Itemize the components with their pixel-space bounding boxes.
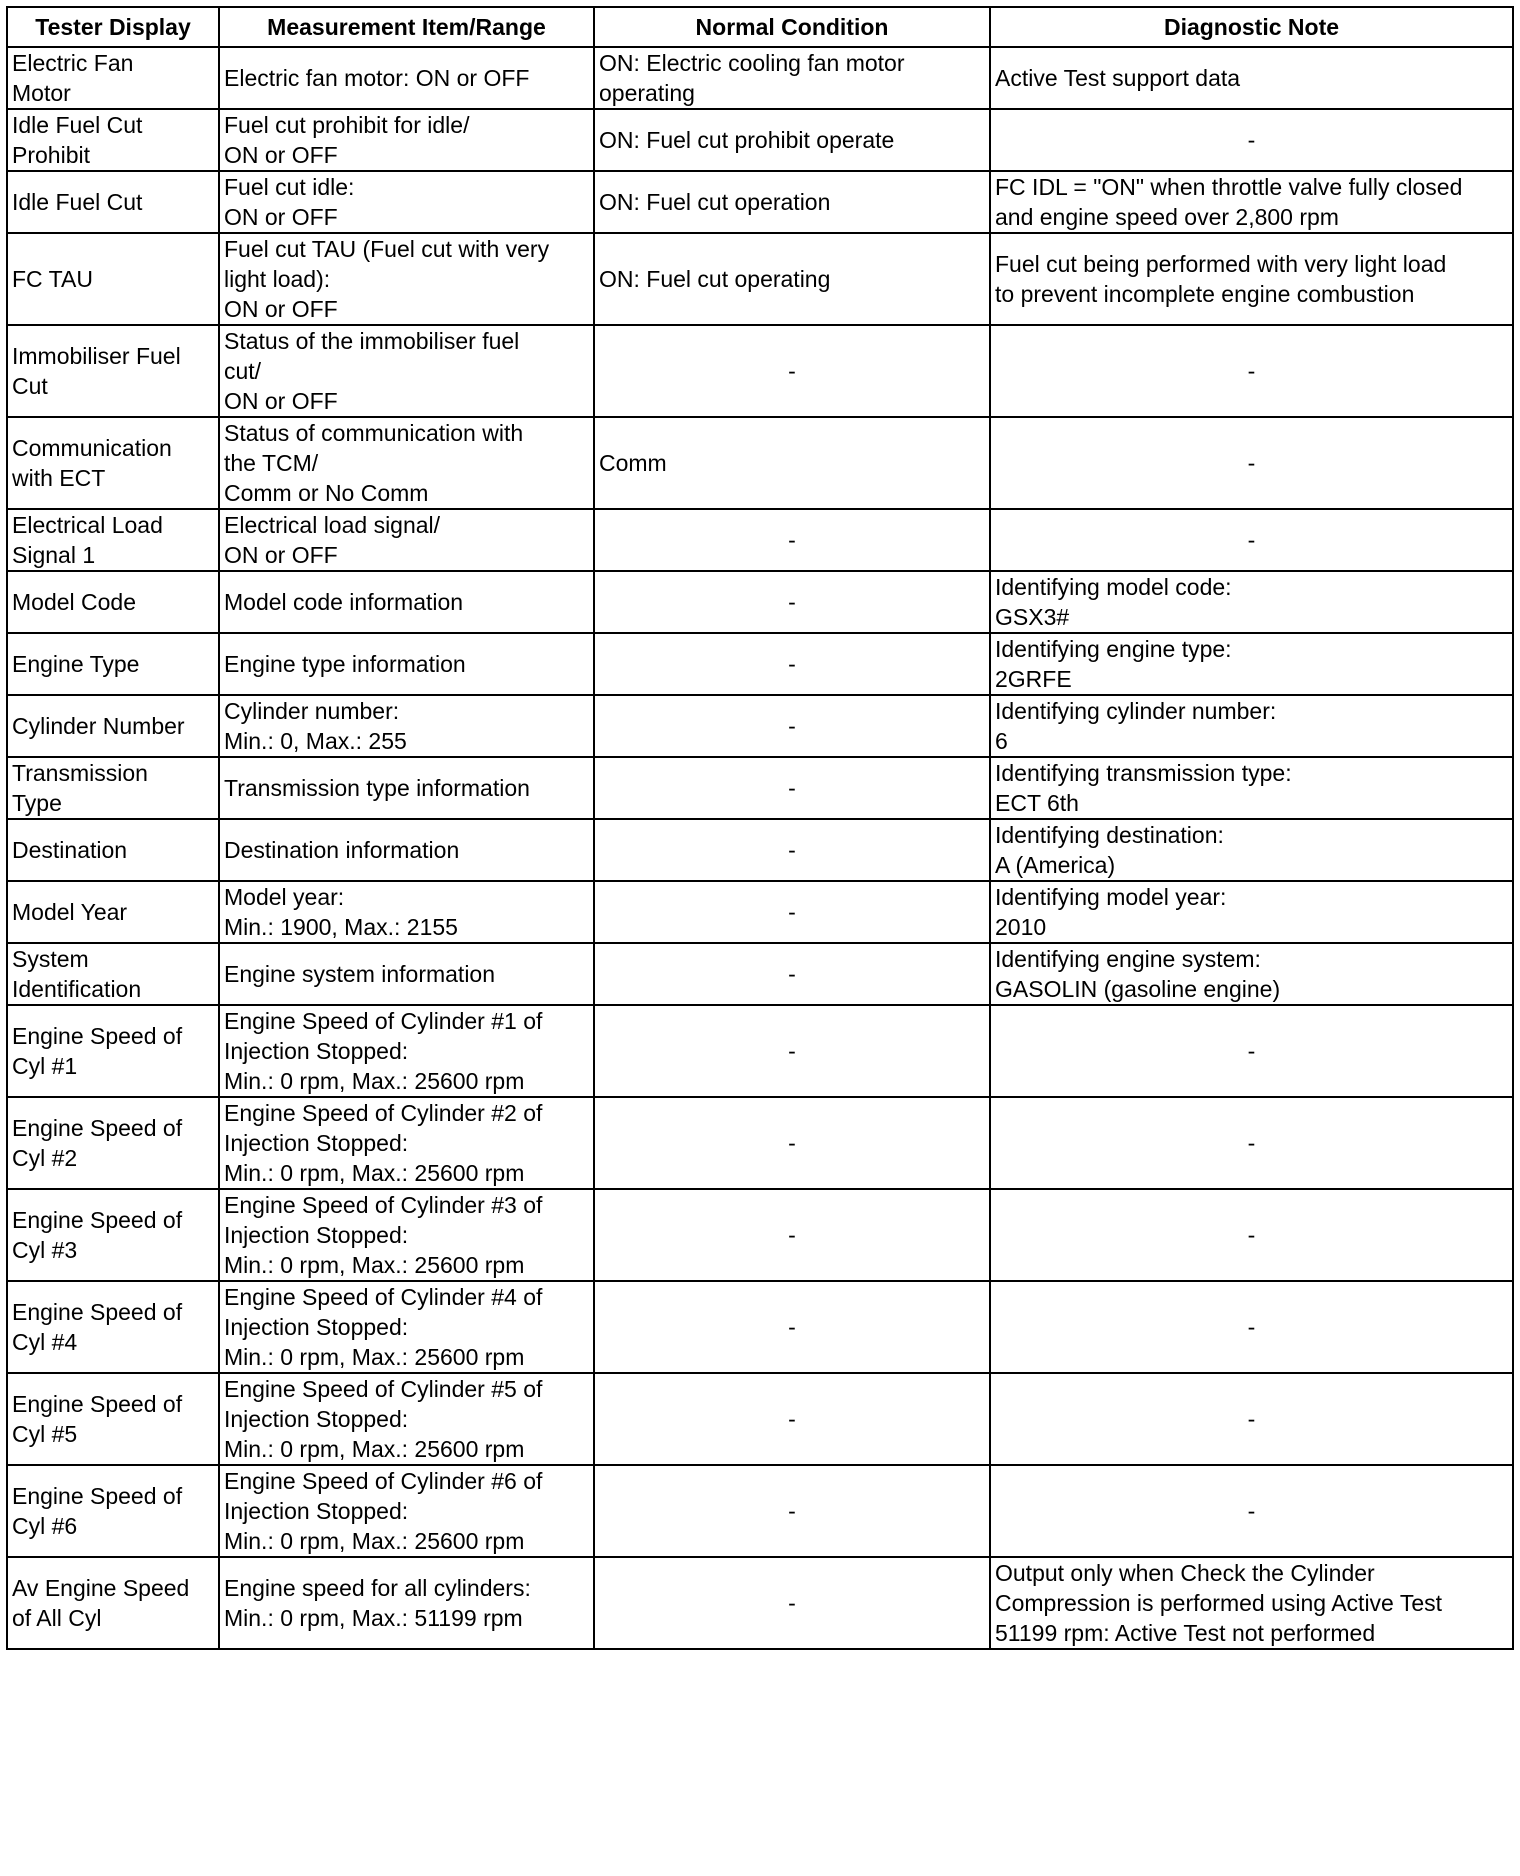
- cell-text-line: Engine Speed of Cylinder #3 of: [224, 1192, 543, 1218]
- cell-text-line: Min.: 0, Max.: 255: [224, 728, 407, 754]
- cell-text-line: Identifying destination:: [995, 822, 1224, 848]
- cell-text-line: -: [1247, 1406, 1256, 1432]
- measurement-item-cell: [219, 881, 594, 943]
- cell-text-line: Electric fan motor: ON or OFF: [224, 65, 530, 91]
- tester-display-cell: [7, 695, 219, 757]
- table-row: [7, 1465, 1513, 1557]
- normal-condition-cell: [594, 509, 990, 571]
- header-measurement-item: Measurement Item/Range: [219, 7, 594, 47]
- measurement-item-cell: [219, 1281, 594, 1373]
- cell-text-line: Engine Speed of: [12, 1391, 183, 1417]
- tester-display-cell: [7, 417, 219, 509]
- diagnostic-note-cell: [990, 571, 1513, 633]
- normal-condition-cell: [594, 881, 990, 943]
- tester-display-cell: [7, 881, 219, 943]
- cell-text-line: Identifying cylinder number:: [995, 698, 1277, 724]
- measurement-item-cell: [219, 109, 594, 171]
- cell-text-line: light load):: [224, 266, 331, 292]
- tester-display-cell: [7, 1005, 219, 1097]
- normal-condition-cell: [594, 571, 990, 633]
- cell-text-line: -: [1247, 1130, 1256, 1156]
- cell-text-line: Electrical Load: [12, 512, 163, 538]
- cell-text-line: of All Cyl: [12, 1605, 102, 1631]
- cell-text-line: Fuel cut prohibit for idle/: [224, 112, 470, 138]
- cell-text-line: Engine Speed of: [12, 1023, 183, 1049]
- cell-text-line: Engine Speed of Cylinder #1 of: [224, 1008, 543, 1034]
- cell-text-line: Min.: 1900, Max.: 2155: [224, 914, 458, 940]
- measurement-item-cell: [219, 1465, 594, 1557]
- table-row: [7, 1005, 1513, 1097]
- diagnostic-note-cell: [990, 325, 1513, 417]
- normal-condition-cell: [594, 1373, 990, 1465]
- measurement-item-cell: [219, 417, 594, 509]
- normal-condition-cell: [594, 233, 990, 325]
- cell-text-line: -: [788, 713, 796, 739]
- diagnostic-note-cell: [990, 881, 1513, 943]
- diagnostic-note-cell: [990, 633, 1513, 695]
- cell-text-line: Identifying engine system:: [995, 946, 1261, 972]
- cell-text-line: -: [788, 837, 796, 863]
- cell-text-line: Active Test support data: [995, 65, 1241, 91]
- cell-text-line: Engine type information: [224, 651, 466, 677]
- cell-text-line: Identifying model code:: [995, 574, 1232, 600]
- cell-text-line: -: [1247, 358, 1256, 384]
- cell-text-line: Engine Speed of: [12, 1115, 183, 1141]
- measurement-item-cell: [219, 633, 594, 695]
- cell-text-line: Min.: 0 rpm, Max.: 25600 rpm: [224, 1252, 525, 1278]
- cell-text-line: Min.: 0 rpm, Max.: 51199 rpm: [224, 1605, 523, 1631]
- cell-text-line: Transmission type information: [224, 775, 530, 801]
- diagnostic-note-cell: [990, 819, 1513, 881]
- cell-text-line: 2010: [995, 914, 1047, 940]
- cell-text-line: -: [788, 1222, 796, 1248]
- tester-display-cell: [7, 757, 219, 819]
- diagnostic-note-cell: [990, 171, 1513, 233]
- cell-text-line: Idle Fuel Cut: [12, 112, 143, 138]
- cell-text-line: Model code information: [224, 589, 464, 615]
- cell-text-line: Injection Stopped:: [224, 1498, 409, 1524]
- tester-display-cell: [7, 1557, 219, 1649]
- measurement-item-cell: [219, 571, 594, 633]
- diagnostic-note-cell: [990, 47, 1513, 109]
- cell-text-line: -: [788, 358, 796, 384]
- cell-text-line: ON: Fuel cut prohibit operate: [599, 127, 895, 153]
- cell-text-line: ON or OFF: [224, 142, 338, 168]
- cell-text-line: -: [788, 1314, 796, 1340]
- measurement-item-cell: [219, 819, 594, 881]
- cell-text-line: -: [788, 1038, 796, 1064]
- diagnostic-note-cell: [990, 695, 1513, 757]
- tester-display-cell: [7, 633, 219, 695]
- table-row: [7, 571, 1513, 633]
- tester-display-cell: [7, 509, 219, 571]
- measurement-item-cell: [219, 1557, 594, 1649]
- cell-text-line: Identifying transmission type:: [995, 760, 1292, 786]
- cell-text-line: Comm: [599, 450, 667, 476]
- cell-text-line: Identifying model year:: [995, 884, 1227, 910]
- cell-text-line: Engine Speed of Cylinder #6 of: [224, 1468, 543, 1494]
- diagnostic-note-cell: [990, 417, 1513, 509]
- tester-display-cell: [7, 943, 219, 1005]
- normal-condition-cell: [594, 1097, 990, 1189]
- cell-text-line: 2GRFE: [995, 666, 1072, 692]
- table-row: [7, 1557, 1513, 1649]
- cell-text-line: Cyl #2: [12, 1145, 78, 1171]
- cell-text-line: 51199 rpm: Active Test not performed: [995, 1620, 1376, 1646]
- cell-text-line: -: [788, 1498, 796, 1524]
- cell-text-line: Prohibit: [12, 142, 90, 168]
- cell-text-line: Identifying engine type:: [995, 636, 1232, 662]
- cell-text-line: Fuel cut being performed with very light load: [995, 251, 1447, 277]
- cell-text-line: -: [788, 775, 796, 801]
- cell-text-line: Min.: 0 rpm, Max.: 25600 rpm: [224, 1160, 525, 1186]
- normal-condition-cell: [594, 943, 990, 1005]
- cell-text-line: Model Code: [12, 589, 137, 615]
- tester-display-cell: [7, 233, 219, 325]
- cell-text-line: GASOLIN (gasoline engine): [995, 976, 1281, 1002]
- measurement-item-cell: [219, 1097, 594, 1189]
- diagnostic-note-cell: [990, 1005, 1513, 1097]
- measurement-item-cell: [219, 509, 594, 571]
- tester-display-cell: [7, 171, 219, 233]
- cell-text-line: ON or OFF: [224, 542, 338, 568]
- measurement-item-cell: [219, 325, 594, 417]
- diagnostic-note-cell: [990, 1281, 1513, 1373]
- measurement-item-cell: [219, 171, 594, 233]
- tester-display-cell: [7, 47, 219, 109]
- cell-text-line: operating: [599, 80, 695, 106]
- cell-text-line: Cyl #6: [12, 1513, 78, 1539]
- cell-text-line: ON: Fuel cut operating: [599, 266, 831, 292]
- cell-text-line: -: [1247, 1222, 1256, 1248]
- normal-condition-cell: [594, 1005, 990, 1097]
- diagnostic-note-cell: [990, 1373, 1513, 1465]
- cell-text-line: Communication: [12, 435, 172, 461]
- cell-text-line: Engine Speed of Cylinder #4 of: [224, 1284, 543, 1310]
- cell-text-line: Cyl #1: [12, 1053, 78, 1079]
- cell-text-line: System: [12, 946, 89, 972]
- cell-text-line: -: [1247, 127, 1256, 153]
- tester-display-cell: [7, 819, 219, 881]
- cell-text-line: Destination information: [224, 837, 460, 863]
- cell-text-line: Electrical load signal/: [224, 512, 441, 538]
- header-normal-condition: Normal Condition: [594, 7, 990, 47]
- cell-text-line: Engine Speed of: [12, 1299, 183, 1325]
- cell-text-line: Status of communication with: [224, 420, 524, 446]
- cell-text-line: Model Year: [12, 899, 128, 925]
- table-body: [7, 47, 1513, 1649]
- table-row: [7, 1189, 1513, 1281]
- cell-text-line: Min.: 0 rpm, Max.: 25600 rpm: [224, 1068, 525, 1094]
- cell-text-line: Fuel cut idle:: [224, 174, 355, 200]
- diagnostic-note-cell: [990, 109, 1513, 171]
- cell-text-line: -: [788, 961, 796, 987]
- table-row: [7, 47, 1513, 109]
- header-tester-display: Tester Display: [7, 7, 219, 47]
- cell-text-line: -: [788, 1590, 796, 1616]
- table-row: [7, 233, 1513, 325]
- cell-text-line: Engine Speed of: [12, 1207, 183, 1233]
- tester-display-cell: [7, 571, 219, 633]
- table-row: [7, 509, 1513, 571]
- cell-text-line: Cyl #3: [12, 1237, 78, 1263]
- cell-text-line: Av Engine Speed: [12, 1575, 190, 1601]
- table-row: [7, 819, 1513, 881]
- cell-text-line: Engine system information: [224, 961, 496, 987]
- header-row: [7, 7, 1513, 47]
- cell-text-line: Status of the immobiliser fuel: [224, 328, 520, 354]
- cell-text-line: Min.: 0 rpm, Max.: 25600 rpm: [224, 1528, 525, 1554]
- normal-condition-cell: [594, 695, 990, 757]
- measurement-item-cell: [219, 695, 594, 757]
- measurement-item-cell: [219, 233, 594, 325]
- cell-text-line: -: [1247, 1038, 1256, 1064]
- tester-display-cell: [7, 1189, 219, 1281]
- cell-text-line: Engine Speed of Cylinder #2 of: [224, 1100, 543, 1126]
- cell-text-line: Compression is performed using Active Test: [995, 1590, 1442, 1616]
- cell-text-line: -: [788, 589, 796, 615]
- measurement-item-cell: [219, 1189, 594, 1281]
- tester-display-cell: [7, 1097, 219, 1189]
- cell-text-line: -: [1247, 450, 1256, 476]
- tester-display-cell: [7, 109, 219, 171]
- table-row: [7, 757, 1513, 819]
- cell-text-line: Identification: [12, 976, 142, 1002]
- cell-text-line: cut/: [224, 358, 262, 384]
- cell-text-line: Cyl #4: [12, 1329, 78, 1355]
- diagnostic-note-cell: [990, 1465, 1513, 1557]
- cell-text-line: Signal 1: [12, 542, 96, 568]
- cell-text-line: ECT 6th: [995, 790, 1079, 816]
- header-diagnostic-note: Diagnostic Note: [990, 7, 1513, 47]
- cell-text-line: ON or OFF: [224, 296, 338, 322]
- cell-text-line: Type: [12, 790, 62, 816]
- table-row: [7, 417, 1513, 509]
- cell-text-line: FC IDL = "ON" when throttle valve fully closed: [995, 174, 1463, 200]
- normal-condition-cell: [594, 47, 990, 109]
- cell-text-line: ON: Fuel cut operation: [599, 189, 831, 215]
- normal-condition-cell: [594, 1189, 990, 1281]
- cell-text-line: Electric Fan: [12, 50, 134, 76]
- tester-display-cell: [7, 1465, 219, 1557]
- data-list-sheet: [6, 6, 1512, 1650]
- measurement-item-cell: [219, 1005, 594, 1097]
- cell-text-line: -: [1247, 1314, 1256, 1340]
- cell-text-line: 6: [995, 728, 1008, 754]
- cell-text-line: Comm or No Comm: [224, 480, 429, 506]
- cell-text-line: with ECT: [12, 465, 106, 491]
- table-row: [7, 943, 1513, 1005]
- cell-text-line: -: [788, 527, 796, 553]
- normal-condition-cell: [594, 325, 990, 417]
- diagnostic-note-cell: [990, 1189, 1513, 1281]
- cell-text-line: the TCM/: [224, 450, 319, 476]
- diagnostic-note-cell: [990, 1557, 1513, 1649]
- cell-text-line: -: [1247, 1498, 1256, 1524]
- normal-condition-cell: [594, 1281, 990, 1373]
- cell-text-line: Engine Type: [12, 651, 140, 677]
- table-row: [7, 109, 1513, 171]
- diagnostic-note-cell: [990, 943, 1513, 1005]
- diagnostic-note-cell: [990, 233, 1513, 325]
- tester-display-cell: [7, 325, 219, 417]
- measurement-item-cell: [219, 757, 594, 819]
- cell-text-line: Fuel cut TAU (Fuel cut with very: [224, 236, 550, 262]
- table-row: [7, 881, 1513, 943]
- cell-text-line: Motor: [12, 80, 71, 106]
- cell-text-line: -: [788, 1130, 796, 1156]
- normal-condition-cell: [594, 171, 990, 233]
- cell-text-line: Injection Stopped:: [224, 1130, 409, 1156]
- table-row: [7, 1373, 1513, 1465]
- cell-text-line: Destination: [12, 837, 128, 863]
- cell-text-line: Cut: [12, 373, 48, 399]
- table-row: [7, 633, 1513, 695]
- diagnostic-note-cell: [990, 509, 1513, 571]
- normal-condition-cell: [594, 757, 990, 819]
- cell-text-line: Min.: 0 rpm, Max.: 25600 rpm: [224, 1344, 525, 1370]
- cell-text-line: Engine speed for all cylinders:: [224, 1575, 531, 1601]
- cell-text-line: GSX3#: [995, 604, 1070, 630]
- cell-text-line: FC TAU: [12, 266, 93, 292]
- cell-text-line: Transmission: [12, 760, 148, 786]
- measurement-item-cell: [219, 943, 594, 1005]
- tester-display-cell: [7, 1373, 219, 1465]
- normal-condition-cell: [594, 1557, 990, 1649]
- tester-data-table: [6, 6, 1514, 1650]
- cell-text-line: Engine Speed of: [12, 1483, 183, 1509]
- normal-condition-cell: [594, 633, 990, 695]
- normal-condition-cell: [594, 819, 990, 881]
- table-row: [7, 1097, 1513, 1189]
- cell-text-line: A (America): [995, 852, 1116, 878]
- normal-condition-cell: [594, 109, 990, 171]
- cell-text-line: Cyl #5: [12, 1421, 78, 1447]
- cell-text-line: ON or OFF: [224, 388, 338, 414]
- cell-text-line: and engine speed over 2,800 rpm: [995, 204, 1339, 230]
- measurement-item-cell: [219, 47, 594, 109]
- cell-text-line: Immobiliser Fuel: [12, 343, 181, 369]
- cell-text-line: Min.: 0 rpm, Max.: 25600 rpm: [224, 1436, 525, 1462]
- diagnostic-note-cell: [990, 757, 1513, 819]
- normal-condition-cell: [594, 417, 990, 509]
- cell-text-line: Model year:: [224, 884, 345, 910]
- cell-text-line: Engine Speed of Cylinder #5 of: [224, 1376, 543, 1402]
- cell-text-line: to prevent incomplete engine combustion: [995, 281, 1415, 307]
- cell-text-line: Injection Stopped:: [224, 1314, 409, 1340]
- cell-text-line: ON: Electric cooling fan motor: [599, 50, 905, 76]
- measurement-item-cell: [219, 1373, 594, 1465]
- cell-text-line: -: [788, 651, 796, 677]
- table-row: [7, 695, 1513, 757]
- cell-text-line: -: [788, 899, 796, 925]
- cell-text-line: Injection Stopped:: [224, 1406, 409, 1432]
- tester-display-cell: [7, 1281, 219, 1373]
- cell-text-line: -: [1247, 527, 1256, 553]
- cell-text-line: Idle Fuel Cut: [12, 189, 143, 215]
- normal-condition-cell: [594, 1465, 990, 1557]
- cell-text-line: Cylinder number:: [224, 698, 400, 724]
- cell-text-line: -: [788, 1406, 796, 1432]
- cell-text-line: Injection Stopped:: [224, 1038, 409, 1064]
- cell-text-line: Cylinder Number: [12, 713, 185, 739]
- cell-text-line: Injection Stopped:: [224, 1222, 409, 1248]
- cell-text-line: Output only when Check the Cylinder: [995, 1560, 1375, 1586]
- table-row: [7, 171, 1513, 233]
- table-row: [7, 325, 1513, 417]
- table-row: [7, 1281, 1513, 1373]
- cell-text-line: ON or OFF: [224, 204, 338, 230]
- diagnostic-note-cell: [990, 1097, 1513, 1189]
